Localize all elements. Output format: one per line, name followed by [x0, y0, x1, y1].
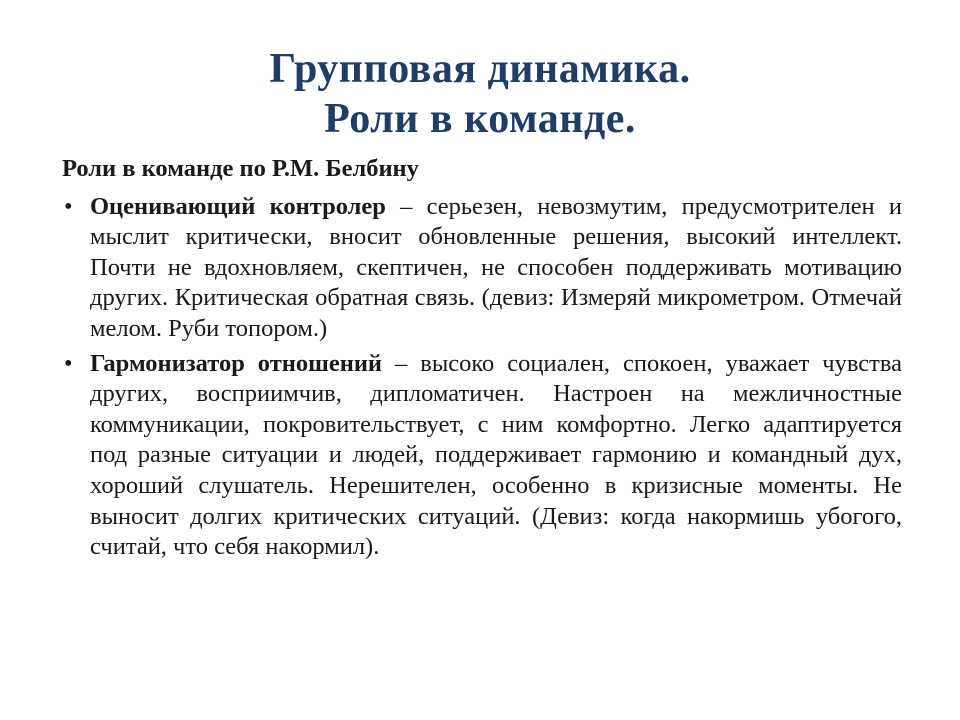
section-subtitle: Роли в команде по Р.М. Белбину	[62, 155, 419, 182]
role-term: Оценивающий контролер	[90, 192, 386, 220]
bullet-icon: •	[64, 192, 73, 220]
title-line-1: Групповая динамика.	[269, 46, 691, 92]
roles-list	[62, 192, 902, 563]
list-item-role-harmonizer	[62, 349, 902, 563]
list-item-role-evaluator	[62, 192, 902, 345]
role-description: – высоко социален, спокоен, уважает чувства других, восприимчив, дипломатичен. Настроен на межличностные коммуникации, покровительствует, с ним комфортно. Легко адаптируется под разные ситуации и людей, поддерживает гармонию и командный дух, хороший слушатель. Нерешителен, особенно в кризисные моменты. Не выносит долгих критических ситуаций. (Девиз: когда накормишь убогого, считай, что себя накормил).	[90, 349, 902, 561]
slide-body	[62, 154, 902, 567]
role-description: – серьезен, невозмутим, предусмотрителен и мыслит критически, вносит обновленные решения, высокий интеллект. Почти не вдохновляем, скептичен, не способен поддерживать мотивацию других. Критическая обратная связь. (девиз: Измеряй микрометром. Отмечай мелом. Руби топором.)	[90, 192, 902, 342]
role-term: Гармонизатор отношений	[90, 349, 383, 377]
title-line-2: Роли в команде.	[324, 96, 636, 142]
bullet-icon: •	[64, 349, 73, 377]
slide-title	[0, 44, 960, 144]
